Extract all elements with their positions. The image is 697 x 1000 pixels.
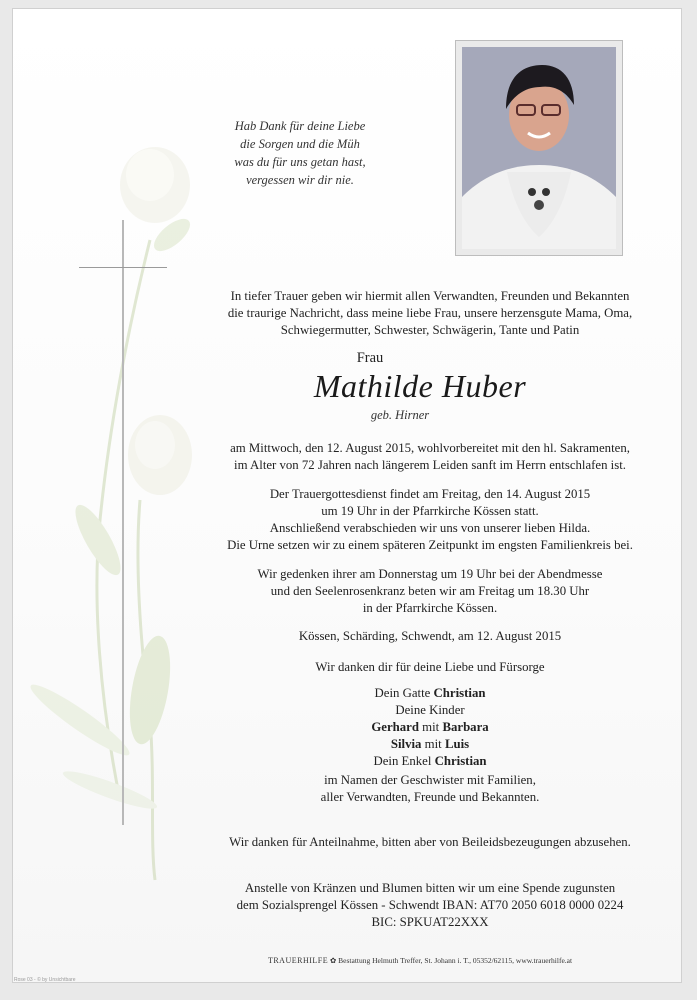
partner-name: Luis xyxy=(444,737,470,751)
footer-logo-icon: ✿ xyxy=(329,956,337,965)
donation-request xyxy=(150,880,697,931)
funeral-home-footer xyxy=(200,956,640,965)
spouse-line xyxy=(150,685,697,702)
spouse-prefix: Dein Gatte xyxy=(374,686,431,700)
deceased-name: Mathilde Huber xyxy=(313,368,527,404)
poem-line: vergessen wir dir nie. xyxy=(246,173,354,187)
intro-line: In tiefer Trauer geben wir hiermit allen Verwandten, Freunden und Bekannten xyxy=(230,289,630,303)
intro-line: Schwiegermutter, Schwester, Schwägerin, Tante und Patin xyxy=(280,323,580,337)
relatives-line: im Namen der Geschwister mit Familien, xyxy=(324,773,536,787)
place-date-line: Kössen, Schärding, Schwendt, am 12. August 2015 xyxy=(298,629,562,643)
salutation: Frau xyxy=(356,350,384,366)
thanks-love xyxy=(150,659,697,676)
donation-line: dem Sozialsprengel Kössen - Schwendt IBAN: AT70 2050 6018 0000 0224 xyxy=(236,898,624,912)
grandchild-prefix: Dein Enkel xyxy=(373,754,432,768)
donation-line: Anstelle von Kränzen und Blumen bitten wir um eine Spende zugunsten xyxy=(244,881,616,895)
child-name: Gerhard xyxy=(371,720,419,734)
mit-word: mit xyxy=(422,720,440,734)
announcement-intro xyxy=(150,288,697,339)
service-line: Die Urne setzen wir zu einem späteren Zeitpunkt im engsten Familienkreis bei. xyxy=(227,538,633,552)
portrait-frame xyxy=(455,40,623,256)
funeral-service xyxy=(150,486,697,554)
thanks-love-line: Wir danken dir für deine Liebe und Fürsorge xyxy=(315,660,545,674)
birth-name: geb. Hirner xyxy=(370,408,430,422)
death-line: im Alter von 72 Jahren nach längerem Leiden sanft im Herrn entschlafen ist. xyxy=(234,458,626,472)
relatives-line: aller Verwandten, Freunde und Bekannten. xyxy=(320,790,540,804)
footer-brand: TRAUERHILFE xyxy=(267,956,329,965)
place-date xyxy=(150,628,697,645)
relatives-notice xyxy=(150,772,697,806)
donation-line: BIC: SPKUAT22XXX xyxy=(371,915,489,929)
prayer-line: und den Seelenrosenkranz beten wir am Freitag um 18.30 Uhr xyxy=(270,584,590,598)
service-line: um 19 Uhr in der Pfarrkirche Kössen statt. xyxy=(321,504,539,518)
cross-horizontal-bar xyxy=(79,267,167,268)
poem-line: die Sorgen und die Müh xyxy=(240,137,360,151)
intro-line: die traurige Nachricht, dass meine liebe Frau, unsere herzensgute Mama, Oma, xyxy=(227,306,633,320)
spouse-name: Christian xyxy=(433,686,486,700)
service-line: Anschließend verabschieden wir uns von unserer lieben Hilda. xyxy=(269,521,591,535)
image-copyright: Rose 03 - © by Unsichtbare xyxy=(14,977,76,983)
child-line xyxy=(150,736,697,753)
condolence-line: Wir danken für Anteilnahme, bitten aber von Beileidsbezeugungen abzusehen. xyxy=(229,835,631,849)
prayer-line: in der Pfarrkirche Kössen. xyxy=(362,601,498,615)
child-line xyxy=(150,719,697,736)
children-heading: Deine Kinder xyxy=(395,703,465,717)
prayer-notice xyxy=(150,566,697,617)
poem-line: was du für uns getan hast, xyxy=(234,155,366,169)
mit-word: mit xyxy=(424,737,442,751)
portrait-photo xyxy=(462,47,616,249)
poem-line: Hab Dank für deine Liebe xyxy=(234,119,366,133)
death-notice xyxy=(150,440,697,474)
footer-details: Bestattung Helmuth Treffer, St. Johann i. T., 05352/62115, www.trauerhilfe.at xyxy=(338,956,573,965)
grandchild-line xyxy=(150,753,697,770)
child-name: Silvia xyxy=(390,737,422,751)
death-line: am Mittwoch, den 12. August 2015, wohlvorbereitet mit den hl. Sakramenten, xyxy=(230,441,630,455)
prayer-line: Wir gedenken ihrer am Donnerstag um 19 Uhr bei der Abendmesse xyxy=(257,567,603,581)
condolence-notice xyxy=(150,834,697,851)
grandchild-name: Christian xyxy=(434,754,487,768)
partner-name: Barbara xyxy=(442,720,489,734)
family-signatures xyxy=(150,685,697,770)
memorial-poem xyxy=(200,117,400,189)
cross-vertical-bar xyxy=(122,220,124,825)
service-line: Der Trauergottesdienst findet am Freitag, den 14. August 2015 xyxy=(269,487,591,501)
